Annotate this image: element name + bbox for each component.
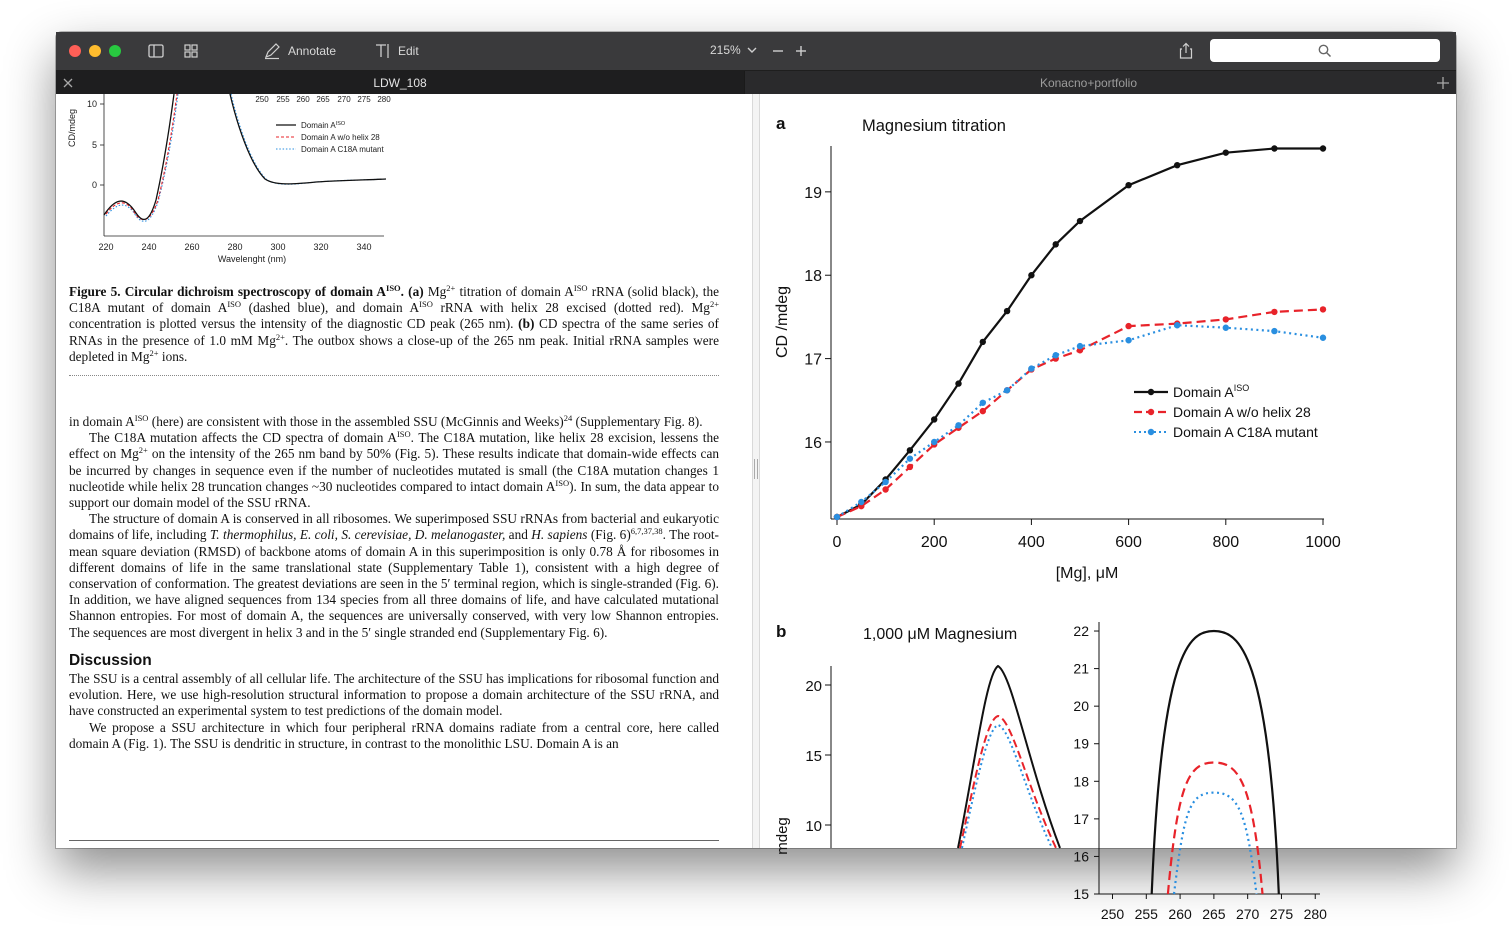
caption-text: rRNA with helix 28 excised (dotted red). Mg xyxy=(432,300,710,316)
inset-y-tick-label: 22 xyxy=(1073,623,1089,640)
chart-a-xlabel: [Mg], μM xyxy=(1055,565,1119,582)
chart-a-data-point xyxy=(980,400,986,406)
panel-a-label: a xyxy=(776,114,786,133)
chart-a-x-tick-label: 1000 xyxy=(1305,534,1341,551)
chart-a-x-tick-label: 800 xyxy=(1212,534,1240,551)
spectrum-x-tick-label: 340 xyxy=(356,242,372,252)
chart-a-data-point xyxy=(1174,322,1180,328)
inset-tick-label: 260 xyxy=(296,95,310,104)
caption-sup: ISO xyxy=(573,283,588,293)
annotate-button[interactable] xyxy=(262,41,336,61)
inset-x-tick-label: 265 xyxy=(1202,906,1226,922)
chart-a-y-tick-label: 17 xyxy=(804,351,822,369)
chart-a-ylabel: CD /mdeg xyxy=(774,285,791,359)
chart-a-data-point xyxy=(1271,145,1277,151)
chart-a-data-point xyxy=(1223,149,1229,155)
chart-a-data-point xyxy=(1223,316,1229,322)
chart-a-data-point xyxy=(1028,365,1034,371)
inset-series-curve xyxy=(1174,793,1257,894)
inset-x-tick-label: 275 xyxy=(1269,906,1294,922)
paragraph: in domain $A^{ISO}$ (here) are consistent with those in the assembled SSU (McGinnis and Weeks)$^{24}$ (Supplementary Fig. 8). xyxy=(69,413,703,429)
chart-a-data-point xyxy=(1271,309,1277,315)
caption-separator xyxy=(69,375,719,376)
zoom-selector[interactable] xyxy=(710,43,757,57)
inset-x-tick-label: 280 xyxy=(1303,906,1327,922)
chart-a-x-tick-label: 400 xyxy=(1018,534,1045,551)
inset-y-tick-label: 19 xyxy=(1073,735,1089,752)
page-bottom-rule xyxy=(69,840,719,841)
chart-a-data-point xyxy=(1320,145,1326,151)
inset-tick-label: 250 xyxy=(255,95,269,104)
caption-sup: 2+ xyxy=(275,331,285,342)
chart-a-series xyxy=(834,145,1326,520)
spectrum-x-tick-label: 240 xyxy=(141,242,157,252)
inset-y-tick-label: 16 xyxy=(1073,848,1089,865)
zoom-out-icon[interactable] xyxy=(768,41,788,61)
caption-text: Mg xyxy=(423,284,447,299)
spectrum-x-tick-label: 220 xyxy=(98,242,114,252)
caption-sup: 2+ xyxy=(709,299,719,310)
legend-marker xyxy=(1148,409,1154,415)
divider-grip-icon xyxy=(754,459,758,479)
tab-label: LDW_108 xyxy=(373,76,427,90)
tab-ldw-108[interactable] xyxy=(56,71,744,95)
chart-a-data-point xyxy=(1271,328,1277,334)
spectrum-y-tick-label: 5 xyxy=(91,140,97,150)
chart-b-ylabel: mdeg xyxy=(774,817,791,855)
paragraph: The structure of domain A is conserved in all ribosomes. We superimposed SSU rRNAs from bacterial and eukaryotic domains of life, including T. thermophilus, E. coli, S. cerevisiae, D. melanogaster, and H. sapiens (Fig. 6)$^{6,7,37,38}$. The root-mean square deviation (RMSD) of backbone atoms of domain A in this superimposition is only 0.78 Å for ribosomes in different domains of life in the same translational state (Supplementary Table 1), consistent with a high degree of conservation of conformation. The greatest deviations are seen in the 5′ terminal region, which is single-stranded (Fig. 6). In addition, we have aligned sequences from 134 species from all three domains of life, and have calculated mutational Shannon entropies. For most of domain A, the sequences are universally conserved, with very low Shannon entropies. The sequences are most divergent in helix 3 and in the 5′ single stranded end (Supplementary Fig. 6). xyxy=(69,511,719,640)
chart-a-title: Magnesium titration xyxy=(862,117,1006,135)
close-tab-icon[interactable] xyxy=(63,78,73,88)
spectrum-x-tick-label: 300 xyxy=(270,242,286,252)
chart-a-data-point xyxy=(1125,337,1131,343)
chart-a-data-point xyxy=(882,479,888,485)
chart-a-data-point xyxy=(907,447,913,453)
paragraph: The SSU is a central assembly of all cellular life. The architecture of the SSU has implications for ribosomal function and evolution. Here, we use high-resolution structural information to propose a domain architecture of the SSU rRNA, and have constructed an experimental system to test predictions of the domain model. xyxy=(69,671,719,719)
paragraph: We propose a SSU architecture in which four peripheral rRNA domains radiate from a central core, here called domain A (Fig. 1). The SSU is dendritic in structure, in contrast to the monolithic LSU. Domain A is an xyxy=(69,719,719,751)
legend-label-domain-a: Domain $A^{ISO}$ xyxy=(1173,383,1250,400)
spectrum-y-tick-label: 0 xyxy=(91,180,97,190)
close-window-button[interactable] xyxy=(69,45,81,57)
inset-x-tick-label: 270 xyxy=(1235,906,1260,922)
chart-b-inset xyxy=(1073,623,1327,922)
inset-tick-label: 270 xyxy=(337,95,351,104)
caption-text: concentration is plotted versus the intensity of the diagnostic CD peak (265 nm). xyxy=(69,316,519,332)
legend-label-helix28: Domain A w/o helix 28 xyxy=(1173,404,1311,420)
chart-a-data-point xyxy=(1174,162,1180,168)
chart-b-title: 1,000 μM Magnesium xyxy=(863,626,1018,643)
inset-series-curve xyxy=(1168,763,1263,895)
new-tab-icon[interactable] xyxy=(1436,76,1450,90)
chart-a-data-point xyxy=(1077,343,1083,349)
spectrum-legend xyxy=(276,121,384,154)
chart-a-data-point xyxy=(1053,241,1059,247)
inset-tick-label: 265 xyxy=(316,95,330,104)
spectrum-curve-helix28 xyxy=(106,94,177,220)
legend-marker xyxy=(1148,389,1154,395)
chart-a-y-tick-label: 18 xyxy=(804,268,822,286)
chart-a-data-point xyxy=(980,339,986,345)
spectrum-ylabel: CD/mdeg xyxy=(67,108,77,148)
article-body xyxy=(69,414,719,752)
chart-b-curve-helix28 xyxy=(960,716,1056,848)
figure5-spectrum-chart xyxy=(56,94,436,274)
spectrum-x-tick-label: 280 xyxy=(227,242,243,252)
legend-label-c18a: Domain A C18A mutant xyxy=(1173,424,1318,440)
preview-window xyxy=(56,32,1456,922)
chart-b-y-tick-label: 20 xyxy=(805,678,822,695)
chart-a-data-point xyxy=(1004,308,1010,314)
legend-label-helix28: Domain A w/o helix 28 xyxy=(301,133,380,142)
annotate-label: Annotate xyxy=(288,44,337,58)
inset-y-tick-label: 17 xyxy=(1073,810,1089,827)
spectrum-x-ticks xyxy=(98,242,371,252)
figure5-caption xyxy=(69,284,719,365)
magnesium-spectrum-chart xyxy=(760,594,1456,922)
spectrum-xlabel: Wavelenght (nm) xyxy=(217,254,287,264)
chart-a-series-line xyxy=(837,325,1323,517)
inset-y-tick-label: 21 xyxy=(1073,660,1089,677)
search-icon xyxy=(1318,44,1332,58)
tab-bar xyxy=(56,70,1456,94)
legend-label-c18a: Domain A C18A mutant xyxy=(301,145,384,154)
chart-a-data-point xyxy=(1077,218,1083,224)
chart-a-data-point xyxy=(1320,335,1326,341)
chart-a-data-point xyxy=(1223,325,1229,331)
caption-sup: ISO xyxy=(227,299,242,310)
caption-sup: ISO xyxy=(419,299,433,310)
chart-a-data-point xyxy=(882,486,888,492)
spectrum-inset-ticks xyxy=(255,95,391,104)
chart-a-data-point xyxy=(980,408,986,414)
caption-text: . The outbox shows a close-up of the 265 nm peak. Initial rRNA samples were depleted in Mg xyxy=(69,332,719,364)
tab-konacno-portfolio[interactable] xyxy=(744,71,1432,95)
tab-label: Konacno+portfolio xyxy=(1039,76,1138,90)
edit-label: Edit xyxy=(398,44,419,58)
grid-view-icon[interactable] xyxy=(181,41,201,61)
chart-a-data-point xyxy=(907,464,913,470)
caption-sup: 2+ xyxy=(149,347,159,358)
sidebar-icon[interactable] xyxy=(146,41,166,61)
chart-a-data-point xyxy=(955,422,961,428)
magnesium-titration-chart xyxy=(760,94,1456,594)
text-edit-icon xyxy=(374,41,392,61)
inset-y-tick-label: 15 xyxy=(1073,886,1089,902)
chart-a-legend xyxy=(1134,383,1318,440)
spectrum-x-tick-label: 260 xyxy=(184,242,200,252)
chart-a-y-tick-label: 19 xyxy=(804,184,822,202)
chart-a-data-point xyxy=(1320,306,1326,312)
inset-x-tick-label: 250 xyxy=(1100,906,1125,922)
caption-title: Figure 5. Circular dichroism spectroscopy of domain $A^{ISO}$. xyxy=(69,283,409,299)
search-field[interactable] xyxy=(1210,39,1440,62)
legend-marker xyxy=(1148,429,1154,435)
minimize-window-button[interactable] xyxy=(89,45,101,57)
inset-x-tick-label: 255 xyxy=(1134,906,1158,922)
chart-a-data-point xyxy=(1125,182,1131,188)
caption-text: (dashed blue), and domain A xyxy=(241,300,420,316)
spectrum-x-tick-label: 320 xyxy=(313,242,329,252)
inset-tick-label: 255 xyxy=(276,95,290,104)
spectrum-curve-domain-a xyxy=(104,94,174,219)
chevron-down-icon xyxy=(747,46,757,54)
chart-b-y-tick-label: 10 xyxy=(805,818,822,835)
paragraph: The C18A mutation affects the CD spectra of domain $A^{ISO}$. The C18A mutation, like helix 28 excision, lessens the effect on $Mg^{2+}$ on the intensity of the 265 nm band by 50% (Fig. 5). These results indicate that domain-wide effects can be incurred by changes in sequence even if the number of nucleotides mutated is small (the C18A mutation changes 1 nucleotide while helix 28 truncation changes ~30 nucleotides compared to intact domain $A^{ISO}$). In sum, the data appear to support our domain model of the SSU rRNA. xyxy=(69,429,719,511)
chart-a-x-tick-label: 600 xyxy=(1115,534,1142,551)
inset-x-tick-label: 260 xyxy=(1168,906,1192,922)
chart-a-x-tick-label: 0 xyxy=(832,534,842,551)
chart-a-data-point xyxy=(907,455,913,461)
chart-b-ticks xyxy=(805,678,831,835)
right-document-page[interactable] xyxy=(760,94,1456,922)
caption-text: titration of domain A xyxy=(455,284,574,299)
chart-a-data-point xyxy=(931,416,937,422)
chart-a-ticks xyxy=(804,185,1341,551)
inset-y-tick-label: 18 xyxy=(1073,773,1089,790)
chart-a-data-point xyxy=(1125,323,1131,329)
spectrum-y-ticks xyxy=(87,99,104,190)
caption-b: (b) xyxy=(518,316,535,332)
caption-text: CD spectra of the same series of RNAs in the presence of 1.0 mM Mg xyxy=(69,316,719,348)
chart-a-data-point xyxy=(858,499,864,505)
inset-tick-label: 280 xyxy=(377,95,391,104)
zoom-level: 215% xyxy=(710,43,741,57)
caption-text: ions. xyxy=(158,348,188,364)
split-view-divider[interactable] xyxy=(752,94,760,848)
caption-sup: 2+ xyxy=(446,283,456,293)
spectrum-y-tick-label: 10 xyxy=(86,99,97,109)
document-area xyxy=(56,94,1456,922)
chart-a-data-point xyxy=(1028,272,1034,278)
inset-tick-label: 275 xyxy=(357,95,371,104)
caption-text: rRNA (solid black), the C18A mutant of domain A xyxy=(69,284,719,316)
chart-a-data-point xyxy=(931,439,937,445)
share-icon[interactable] xyxy=(1176,41,1196,61)
left-document-page[interactable] xyxy=(56,94,752,848)
chart-a-y-tick-label: 16 xyxy=(804,434,822,452)
pen-icon xyxy=(262,41,282,61)
caption-a: (a) xyxy=(408,284,424,299)
edit-button[interactable] xyxy=(374,41,419,61)
section-heading: Discussion xyxy=(69,651,152,669)
panel-b-label: b xyxy=(776,622,787,641)
chart-a-data-point xyxy=(955,380,961,386)
legend-label-domain-a: Domain $A^{ISO}$ xyxy=(301,121,346,130)
chart-b-y-tick-label: 15 xyxy=(805,748,822,765)
chart-a-data-point xyxy=(1004,387,1010,393)
chart-a-data-point xyxy=(1053,352,1059,358)
inset-y-tick-label: 20 xyxy=(1073,698,1089,715)
chart-a-data-point xyxy=(834,514,840,520)
zoom-window-button[interactable] xyxy=(109,45,121,57)
chart-a-x-tick-label: 200 xyxy=(920,534,948,551)
toolbar xyxy=(56,32,1456,70)
inset-series-curve xyxy=(1152,631,1279,894)
zoom-in-icon[interactable] xyxy=(791,41,811,61)
